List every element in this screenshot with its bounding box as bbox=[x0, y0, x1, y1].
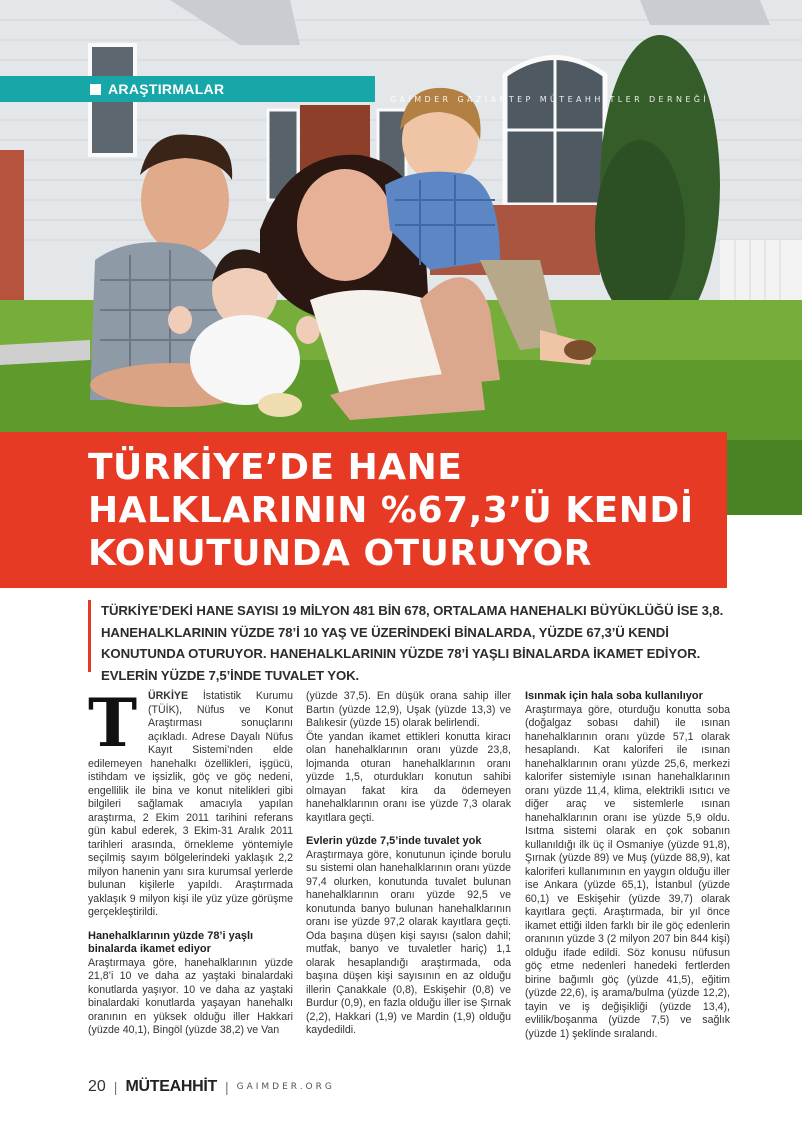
column-1 bbox=[88, 684, 293, 1038]
paragraph-old-buildings: Araştırmaya göre, hanehalklarının yüzde 21,8’i 10 ve daha az yaştaki binalardaki konutlarda yaşıyor. 10 ve daha az yaştaki binalardaki konutlarda yaşayan hanehalkı oranının en yüksek olduğu iller Hakkari (yüzde 40,1), Bingöl (yüzde 38,2) ve Van bbox=[88, 956, 293, 1036]
subheading-toilet: Evlerin yüzde 7,5’inde tuvalet yok bbox=[306, 835, 482, 847]
section-tag bbox=[0, 76, 375, 102]
magazine-name: MÜTEAHHİT bbox=[125, 1078, 217, 1095]
intro-text: İstatistik Kurumu (TÜİK), Nüfus ve Konut Araştırması sonuçlarını açıkladı. Adrese Dayalı Nüfus Kayıt Sistemi’nden elde edilemeyen hanehalkı özellikleri, işgücü, istihdam ve işsizlik, göç ve göç nedeni, engellilik ile bina ve konut nitelikleri gibi bilgileri sağlamak amacıyla yapılan araştırma, 2 Ekim 2011 tarihini referans gün kabul ederek, 3 Ekim-31 Aralık 2011 tarihleri arasında, örnekleme yöntemiyle seçilmiş sayım bölgelerindeki yaklaşık 2,2 milyon hanenin yanı sıra kurumsal yerlerde bulunan kişilerle yapıldı. Araştırmada yaklaşık 9 milyon kişi ile yüz yüze görüşme gerçekleştirildi. bbox=[88, 690, 293, 918]
association-name: GAİMDER GAZİANTEP MÜTEAHHİTLER DERNEĞİ bbox=[390, 95, 710, 104]
lead-text: TÜRKİYE’DEKİ HANE SAYISI 19 MİLYON 481 BİN 678, ORTALAMA HANEHALKI BÜYÜKLÜĞÜ İSE 3,8. HANEHALKLARININ YÜZDE 78’İ 10 YAŞ VE ÜZERİNDEKİ BİNALARDA, YÜZDE 67,3’Ü KENDİ KONUTUNDA OTURUYOR. HANEHALKLARININ YÜZDE 78’İ YAŞLI BİNALARDA İKAMET EDİYOR. EVLERİN YÜZDE 7,5’İNDE TUVALET YOK. bbox=[101, 603, 724, 683]
column-3 bbox=[525, 690, 730, 1041]
section-label: ARAŞTIRMALAR bbox=[108, 81, 225, 97]
section-square-icon bbox=[90, 84, 101, 95]
footer-separator: | bbox=[113, 1079, 118, 1095]
paragraph-low-rates: (yüzde 37,5). En düşük orana sahip iller Bartın (yüzde 12,9), Uşak (yüzde 13,3) ve Balıkesir (yüzde 15) olarak belirlendi. bbox=[306, 690, 511, 729]
subheading-heating: Isınmak için hala soba kullanılıyor bbox=[525, 690, 703, 702]
headline-band bbox=[0, 432, 727, 588]
footer-separator: | bbox=[224, 1079, 229, 1095]
paragraph-heating: Araştırmaya göre, oturduğu konutta soba (doğalgaz sobası dahil) ile ısınan hanehalklarının oranı yüzde 57,1 olarak hesaplandı. Kat kaloriferi ile ısınan hanehalklarının oranı yüzde 25,6, merkezi kalorifer sistemiyle ısınan hanehalklarının oranı yüzde 11,4, klima, elektrikli ısıtıcı ve diğer araç ve sistemlerle ısınan hanehalklarının oranı ise yüzde 5,9 oldu. Isıtma sistemi olarak en çok sobanın kullanıldığı ilk üç il Osmaniye (yüzde 91,8), Şırnak (yüzde 89) ve Muş (yüzde 88,9), kat kaloriferi kullanımının en yaygın olduğu iller ise Ankara (yüzde 65,1), İstanbul (yüzde 60,1) ve Eskişehir (yüzde 39,7) olarak kayıtlara geçti. Araştırmada, bir yıl önce ikamet ettiği ilden farklı bir ile göç edenlerin oranının yüzde 3 (2 milyon 207 bin 844 kişi) olduğu ifade edildi. Söz konusu nüfusun göç etme nedenleri hanedeki fertlerden birine bağımlı göç (yüzde 41,5), eğitim (yüzde 22,6), iş arama/bulma (yüzde 12,2), tayin ve iş değişikliği (yüzde 13,4), evlilik/boşanma (yüzde 7,5) ve sağlık (yüzde 1) şeklinde sıralandı. bbox=[525, 703, 730, 1040]
page-footer bbox=[88, 1078, 335, 1096]
page-number: 20 bbox=[88, 1078, 106, 1095]
first-word: ÜRKİYE bbox=[148, 690, 189, 702]
lead-block bbox=[88, 600, 728, 683]
paragraph-tenancy: Öte yandan ikamet ettikleri konutta kiracı olan hanehalklarının oranı yüzde 23,8, lojmanda oturan hanehalklarının oranı yüzde 1,5, oturdukları konutun sahibi olmayan fakat kira da ödemeyen hanehalklarının oranı ise yüzde 7,3 olarak kayıtlara geçti. bbox=[306, 730, 511, 824]
intro-paragraph bbox=[88, 684, 293, 920]
column-2 bbox=[306, 690, 511, 1038]
headline: TÜRKİYE’DE HANE HALKLARININ %67,3’Ü KENDİ KONUTUNDA OTURUYOR bbox=[88, 447, 694, 574]
subheading-old-buildings: Hanehalklarının yüzde 78’i yaşlı binalarda ikamet ediyor bbox=[88, 929, 254, 955]
website: GAIMDER.ORG bbox=[236, 1082, 335, 1092]
drop-cap: T bbox=[88, 684, 138, 762]
paragraph-toilet: Araştırmaya göre, konutunun içinde borulu su sistemi olan hanehalklarının oranı yüzde 97,4 olurken, konutunda tuvalet bulunan hanehalklarının oranı yüzde 92,5 ve konutunda banyo bulunan hanehalklarının oranı ise yüzde 97,2 olarak kayıtlara geçti. Oda başına düşen kişi sayısı (salon dahil; mutfak, banyo ve tuvaletler hariç) 1,1 olarak hesaplandığı araştırmada, oda başına düşen kişi sayısının en az olduğu illerin Çanakkale (0,8), Eskişehir (0,8) ve Burdur (0,9), en fazla olduğu iller ise Şırnak (2,2), Hakkari (1,9) ve Mardin (1,9) olduğu kaydedildi. bbox=[306, 848, 511, 1036]
